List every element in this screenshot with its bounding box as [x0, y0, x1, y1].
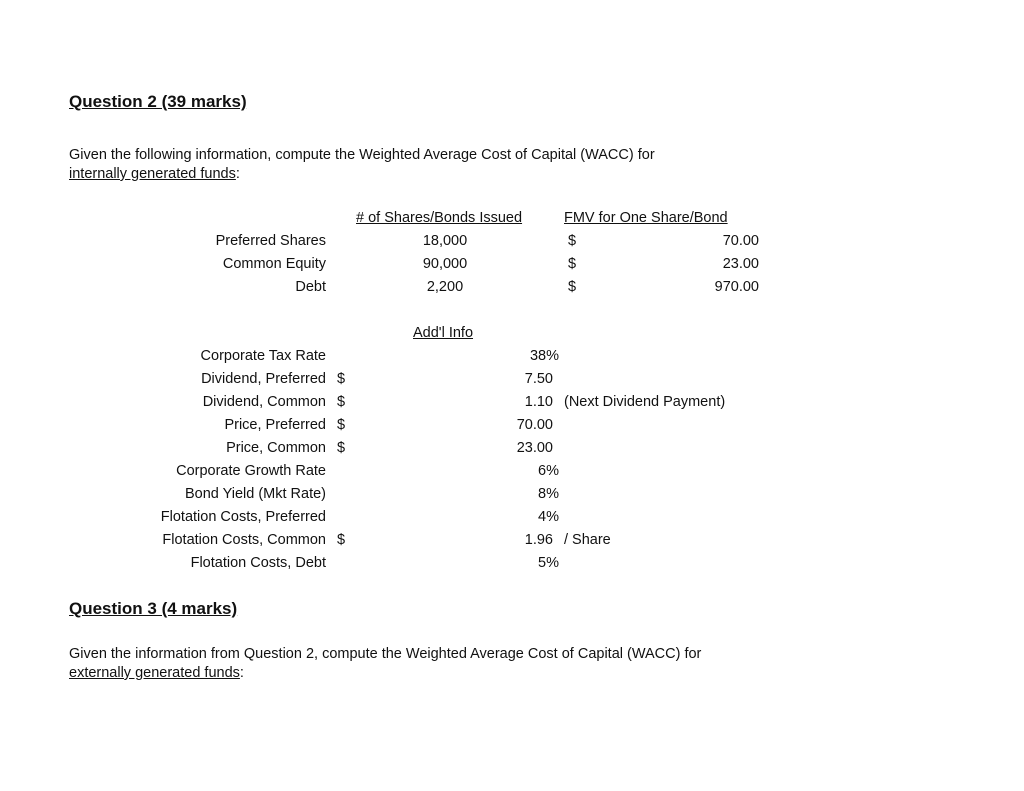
table-row-currency: $ [568, 279, 577, 295]
table-row-label: Preferred Shares [215, 233, 326, 249]
list-item-value: 70.00 [516, 417, 553, 433]
list-item-currency: $ [337, 440, 346, 456]
list-item-label: Corporate Tax Rate [200, 348, 326, 364]
table-row-label: Debt [295, 279, 326, 295]
table-row-count: 2,200 [426, 279, 464, 295]
table-row-currency: $ [568, 256, 577, 272]
list-item-label: Flotation Costs, Preferred [160, 509, 326, 525]
shares-issued-header: # of Shares/Bonds Issued [356, 210, 523, 226]
question-2-heading: Question 2 (39 marks) [69, 92, 247, 111]
list-item-currency: $ [337, 394, 346, 410]
list-item-value: 8% [538, 486, 559, 502]
table-row-value: 70.00 [722, 233, 759, 249]
list-item-value: 1.10 [524, 394, 553, 410]
list-item-label: Price, Preferred [224, 417, 326, 433]
list-item-value: 6% [538, 463, 559, 479]
table-row-count: 90,000 [422, 256, 468, 272]
fmv-header: FMV for One Share/Bond [564, 210, 728, 226]
question-3-heading: Question 3 (4 marks) [69, 599, 238, 618]
list-item-label: Corporate Growth Rate [176, 463, 326, 479]
question-3-intro-line2: externally generated funds: [69, 665, 244, 681]
table-row-currency: $ [568, 233, 577, 249]
table-row-value: 23.00 [722, 256, 759, 272]
table-row-count: 18,000 [422, 233, 468, 249]
list-item-label: Flotation Costs, Debt [190, 555, 326, 571]
list-item-value: 1.96 [524, 532, 553, 548]
internally-generated-funds: internally generated funds [69, 166, 236, 182]
externally-generated-funds: externally generated funds [69, 665, 240, 681]
list-item-label: Dividend, Common [202, 394, 326, 410]
question-2-intro: Given the following information, compute the Weighted Average Cost of Capital (WACC) for [69, 147, 655, 163]
list-item-value: 7.50 [524, 371, 553, 387]
list-item-value: 4% [538, 509, 559, 525]
list-item-value: 5% [538, 555, 559, 571]
question-3-intro: Given the information from Question 2, compute the Weighted Average Cost of Capital (WACC) for [69, 646, 702, 662]
list-item-note: (Next Dividend Payment) [564, 394, 726, 410]
list-item-value: 38% [529, 348, 559, 364]
table-row-value: 970.00 [714, 279, 759, 295]
list-item-currency: $ [337, 417, 346, 433]
list-item-currency: $ [337, 532, 346, 548]
list-item-currency: $ [337, 371, 346, 387]
list-item-label: Flotation Costs, Common [162, 532, 326, 548]
list-item-label: Dividend, Preferred [201, 371, 326, 387]
addl-info-header: Add'l Info [413, 325, 474, 341]
list-item-value: 23.00 [516, 440, 553, 456]
list-item-label: Price, Common [226, 440, 326, 456]
list-item-label: Bond Yield (Mkt Rate) [184, 486, 326, 502]
list-item-note: / Share [564, 532, 611, 548]
question-2-intro-line2: internally generated funds: [69, 166, 240, 182]
table-row-label: Common Equity [222, 256, 326, 272]
